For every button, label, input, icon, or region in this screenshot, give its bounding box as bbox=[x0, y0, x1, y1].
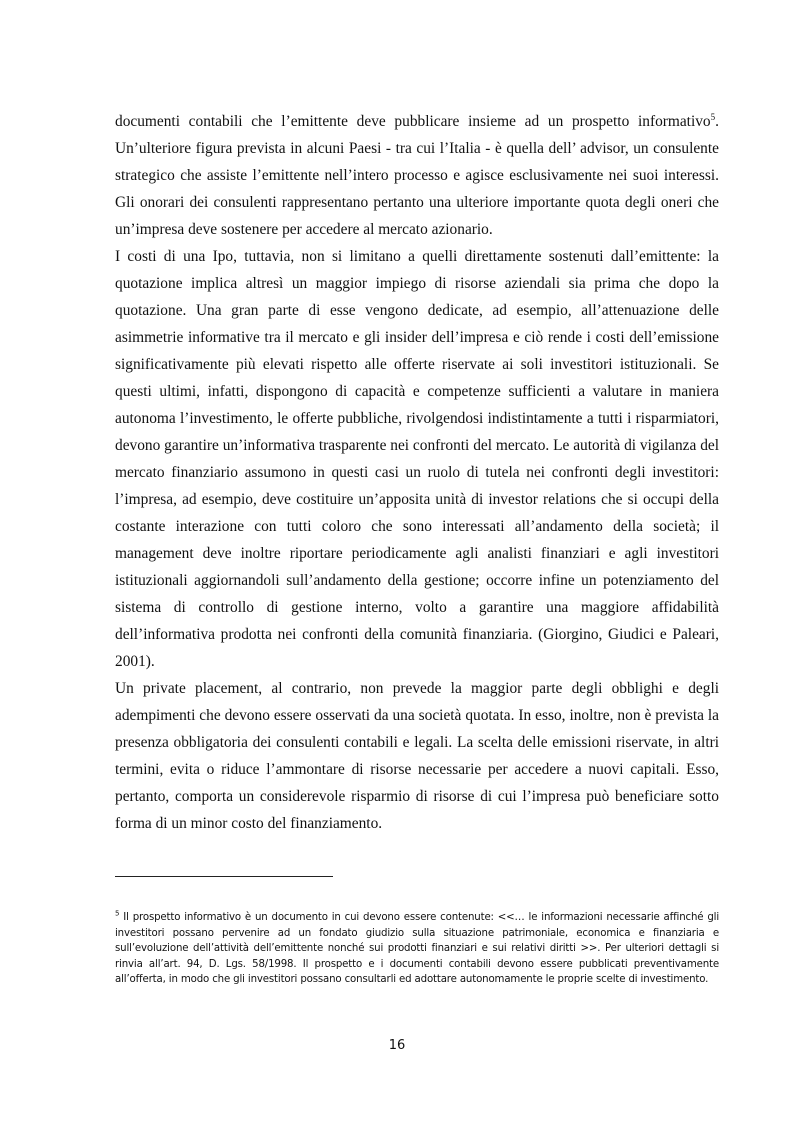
footnote-separator bbox=[115, 876, 333, 877]
footnote-number: 5 bbox=[115, 909, 120, 918]
footnote-text: Il prospetto informativo è un documento in cui devono essere contenute: <<… le informazioni necessarie affinché gli investitori possano pervenire ad un fondato giudizio sulla situazione patrimoniale, economica e finanziaria e sull’evoluzione dell’attività dell’emittente nonché sui prodotti finanziari e sui relativi diritti >>. Per ulteriori dettagli si rinvia all’art. 94, D. Lgs. 58/1998. Il prospetto e i documenti contabili devono essere pubblicati preventivamente all’offerta, in modo che gli investitori possano consultarli ed adottare autonomamente le proprie scelte di investimento. bbox=[115, 912, 719, 986]
paragraph-1-text: documenti contabili che l’emittente deve pubblicare insieme ad un prospetto informativo bbox=[115, 113, 711, 130]
paragraph-3: Un private placement, al contrario, non prevede la maggior parte degli obblighi e degli adempimenti che devono essere osservati da una società quotata. In esso, inoltre, non è prevista la presenza obbligatoria dei consulenti contabili e legali. La scelta delle emissioni riservate, in altri termini, evita o riduce l’ammontare di risorse necessarie per accedere a nuovi capitali. Esso, pertanto, comporta un considerevole risparmio di risorse di cui l’impresa può beneficiare sotto forma di un minor costo del finanziamento. bbox=[115, 680, 719, 832]
paragraph-1-tail: . Un’ulteriore figura prevista in alcuni Paesi - tra cui l’Italia - è quella dell’ advisor, un consulente strategico che assiste l’emittente nell’intero processo e agisce esclusivamente nei suoi interessi. Gli onorari dei consulenti rappresentano pertanto una ulteriore importante quota degli oneri che un’impresa deve sostenere per accedere al mercato azionario. bbox=[115, 113, 719, 238]
footnote bbox=[115, 910, 719, 988]
footnote-reference[interactable]: 5 bbox=[710, 111, 716, 122]
paragraph-1 bbox=[115, 108, 719, 243]
body-text bbox=[115, 108, 719, 837]
paragraph-2: I costi di una Ipo, tuttavia, non si limitano a quelli direttamente sostenuti dall’emittente: la quotazione implica altresì un maggior impiego di risorse aziendali sia prima che dopo la quotazione. Una gran parte di esse vengono dedicate, ad esempio, all’attenuazione delle asimmetrie informative tra il mercato e gli insider dell’impresa e ciò rende i costi dell’emissione significativamente più elevati rispetto alle offerte riservate ai soli investitori istituzionali. Se questi ultimi, infatti, dispongono di capacità e competenze sufficienti a valutare in maniera autonoma l’investimento, le offerte pubbliche, rivolgendosi indistintamente a tutti i risparmiatori, devono garantire un’informativa trasparente nei confronti del mercato. Le autorità di vigilanza del mercato finanziario assumono in questi casi un ruolo di tutela nei confronti degli investitori: l’impresa, ad esempio, deve costituire un’apposita unità di investor relations che si occupi della costante interazione con tutti coloro che sono interessati all’andamento della società; il management deve inoltre riportare periodicamente agli analisti finanziari e agli investitori istituzionali aggiornandoli sull’andamento della gestione; occorre infine un potenziamento del sistema di controllo di gestione interno, volto a garantire una maggiore affidabilità dell’informativa prodotta nei confronti della comunità finanziaria. (Giorgino, Giudici e Paleari, 2001). bbox=[115, 248, 719, 670]
page-number: 16 bbox=[388, 1038, 406, 1053]
